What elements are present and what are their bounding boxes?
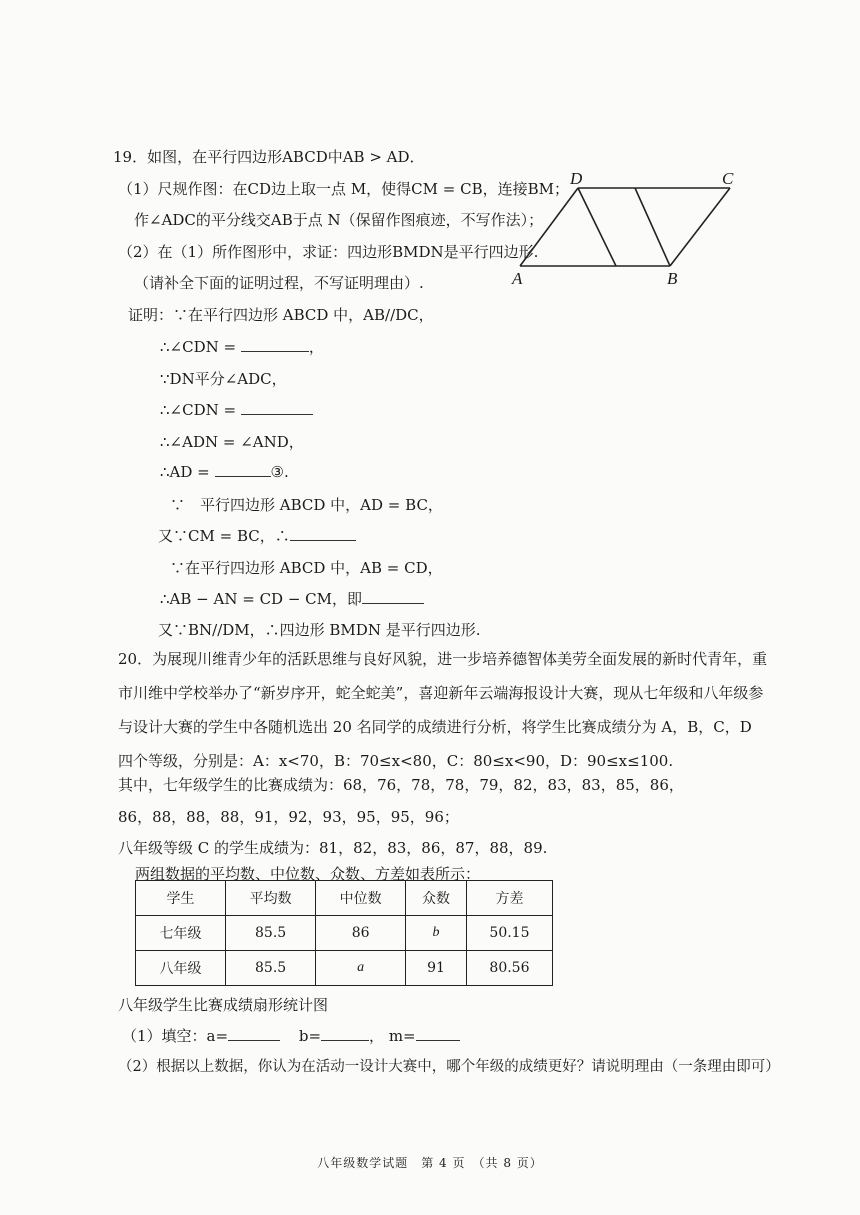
q20-grade7-scores-1: 其中，七年级学生的比赛成绩为：68，76，78，78，79，82，83，83，85，86， [118, 776, 684, 794]
table-intro: 两组数据的平均数、中位数、众数、方差如表所示： [135, 865, 481, 883]
segment-mb [635, 188, 670, 266]
proof-line-7: ∵ 平行四边形 ABCD 中，AD = BC， [170, 496, 443, 514]
table-cell: 50.15 [466, 916, 552, 951]
table-row [136, 916, 553, 951]
proof-line-4-text: ∴∠CDN = [160, 401, 241, 419]
q20-question-2: （2）根据以上数据，你认为在活动一设计大赛中，哪个年级的成绩更好？请说明理由（一条理由即可） [118, 1059, 780, 1075]
proof-line-3: ∵DN平分∠ADC， [160, 370, 287, 388]
table-cell: 八年级 [136, 951, 226, 986]
chart-caption: 八年级学生比赛成绩扇形统计图 [118, 996, 329, 1014]
q19-part2-line2: （请补全下面的证明过程，不写证明理由）. [134, 274, 424, 292]
proof-line-5: ∴∠ADN = ∠AND， [160, 433, 304, 451]
proof-line-8 [158, 525, 356, 546]
q20-grade7-scores-2: 86，88，88，88，91，92，93，95，95，96； [118, 808, 459, 826]
label-c: C [722, 169, 734, 188]
proof-line-6-text: ∴AD = [160, 463, 215, 481]
proof-line-2 [160, 336, 324, 357]
header-cell: 平均数 [226, 881, 316, 916]
blank-4[interactable] [290, 526, 356, 541]
header-cell: 中位数 [316, 881, 406, 916]
q20-grade8-scores: 八年级等级 C 的学生成绩为：81，82，83，86，87，88，89. [118, 839, 548, 857]
proof-line-6 [160, 462, 289, 481]
header-cell: 方差 [466, 881, 552, 916]
table-cell: 85.5 [226, 916, 316, 951]
table-cell: 85.5 [226, 951, 316, 986]
blank-1[interactable] [241, 337, 309, 352]
q20-fill-m: m= [388, 1027, 416, 1045]
blank-m[interactable] [416, 1026, 460, 1041]
side-da [520, 188, 578, 266]
label-a: A [512, 269, 523, 288]
proof-line-8-text: 又∵CM = BC，∴ [158, 527, 290, 545]
proof-line-1: 证明：∵在平行四边形 ABCD 中，AB//DC， [128, 306, 434, 324]
proof-line-11: 又∵BN//DM，∴四边形 BMDN 是平行四边形. [158, 621, 481, 639]
segment-dn [578, 188, 616, 266]
table-row [136, 951, 553, 986]
q20-stem: 20．为展现川维青少年的活跃思维与良好风貌，进一步培养德智体美劳全面发展的新时代青年，重市川维中学校举办了“新岁序开，蛇全蛇美”，喜迎新年云端海报设计大赛，现从七年级和八年级参与设计大赛的学生中各随机选出 20 名同学的成绩进行分析，将学生比赛成绩分为 A，B，C，D 四个等级，分别是：A：x<70，B：70≤x<80，C：80≤x<90，D：90≤x≤100. [118, 650, 768, 770]
blank-3[interactable] [215, 462, 271, 477]
blank-a[interactable] [228, 1026, 280, 1041]
proof-line-2-tail: ， [308, 338, 324, 356]
q20-fill-in [122, 1025, 460, 1046]
q20-fill-prefix: （1）填空：a= [122, 1027, 229, 1045]
proof-line-10-text: ∴AB − AN = CD − CM，即 [160, 590, 363, 608]
q19-stem: 19．如图，在平行四边形ABCD中AB > AD． [113, 148, 425, 166]
q20-sep: ， [369, 1027, 385, 1045]
proof-line-6-tail: ③. [270, 463, 289, 481]
table-header-row [136, 881, 553, 916]
stats-table [135, 880, 553, 986]
proof-line-4 [160, 400, 313, 419]
table-cell: b [406, 916, 467, 951]
side-bc [670, 188, 730, 266]
parallelogram-figure [510, 168, 750, 288]
blank-5[interactable] [362, 589, 424, 604]
table-cell: 86 [316, 916, 406, 951]
table-cell: a [316, 951, 406, 986]
proof-line-9: ∵在平行四边形 ABCD 中，AB = CD， [170, 559, 443, 577]
q20-fill-b: b= [298, 1027, 322, 1045]
header-cell: 学生 [136, 881, 226, 916]
blank-b[interactable] [321, 1026, 369, 1041]
header-cell: 众数 [406, 881, 467, 916]
label-d: D [570, 169, 583, 188]
table-cell: 80.56 [466, 951, 552, 986]
q19-part1-line2: 作∠ADC的平分线交AB于点 N（保留作图痕迹，不写作法）； [134, 211, 544, 229]
q19-part2-line1: （2）在（1）所作图形中，求证：四边形BMDN是平行四边形. [118, 243, 539, 261]
table-cell: 91 [406, 951, 467, 986]
proof-line-10 [160, 588, 424, 609]
q19-part1-line1: （1）尺规作图：在CD边上取一点 M，使得CM = CB，连接BM； [118, 180, 569, 198]
proof-line-2-text: ∴∠CDN = [160, 338, 241, 356]
table-cell: 七年级 [136, 916, 226, 951]
label-b: B [667, 269, 678, 288]
blank-2[interactable] [241, 400, 313, 415]
page-footer: 八年级数学试题 第 4 页 （共 8 页） [317, 1156, 543, 1170]
